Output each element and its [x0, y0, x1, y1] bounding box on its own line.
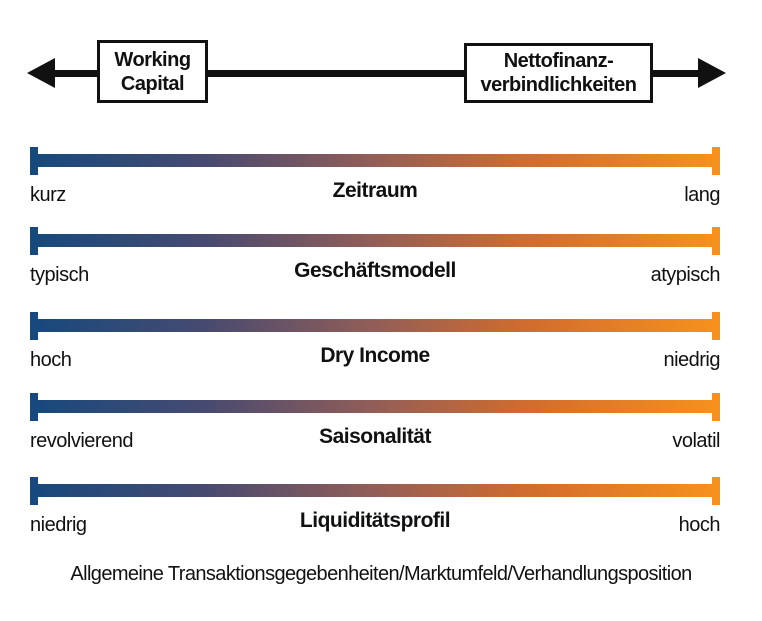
scale-right-label: lang — [684, 184, 720, 206]
scale-row-geschaeftsmodell — [30, 227, 720, 289]
gradient-bar — [30, 227, 720, 255]
bar-right-cap — [712, 227, 720, 255]
pole-label-line: Working — [114, 48, 191, 71]
scale-right-label: hoch — [678, 514, 720, 536]
scale-left-label: typisch — [30, 264, 89, 286]
gradient-bar — [30, 147, 720, 175]
bar-gradient-fill — [35, 400, 715, 413]
scale-row-saisonalitaet — [30, 393, 720, 455]
scale-right-label: volatil — [672, 430, 720, 452]
bar-gradient-fill — [35, 484, 715, 497]
gradient-bar — [30, 477, 720, 505]
scale-right-label: niedrig — [663, 349, 720, 371]
gradient-bar — [30, 393, 720, 421]
scale-row-liquiditaetsprofil — [30, 477, 720, 539]
scale-left-label: hoch — [30, 349, 72, 371]
axis-arrow — [0, 0, 762, 130]
scale-title: Liquiditätsprofil — [299, 509, 451, 532]
scale-right-label: atypisch — [650, 264, 720, 286]
pole-label-line: Nettofinanz- — [503, 50, 614, 72]
bar-gradient-fill — [35, 234, 715, 247]
scale-title: Geschäftsmodell — [294, 259, 456, 282]
pole-box-working-capital — [97, 40, 208, 103]
bar-gradient-fill — [35, 319, 715, 332]
pole-box-nettofinanzverbindlichkeiten — [464, 43, 653, 103]
scale-left-label: kurz — [30, 184, 66, 206]
pole-label-line: Capital — [120, 72, 185, 95]
pole-label-line: verbindlichkeiten — [480, 74, 637, 96]
scale-row-dry-income — [30, 312, 720, 374]
bar-gradient-fill — [35, 154, 715, 167]
arrow-right-icon — [698, 58, 726, 88]
scale-left-label: revolvierend — [30, 430, 133, 452]
bar-right-cap — [712, 393, 720, 421]
bar-right-cap — [712, 312, 720, 340]
scale-title: Dry Income — [320, 344, 430, 367]
bar-right-cap — [712, 147, 720, 175]
gradient-bar — [30, 312, 720, 340]
footer-caption: Allgemeine Transaktionsgegebenheiten/Marktumfeld/Verhandlungsposition — [70, 563, 692, 585]
scale-left-label: niedrig — [30, 514, 87, 536]
bar-right-cap — [712, 477, 720, 505]
scale-title: Saisonalität — [319, 425, 431, 448]
scale-row-zeitraum — [30, 147, 720, 209]
arrow-left-icon — [27, 58, 55, 88]
scale-title: Zeitraum — [332, 179, 418, 202]
